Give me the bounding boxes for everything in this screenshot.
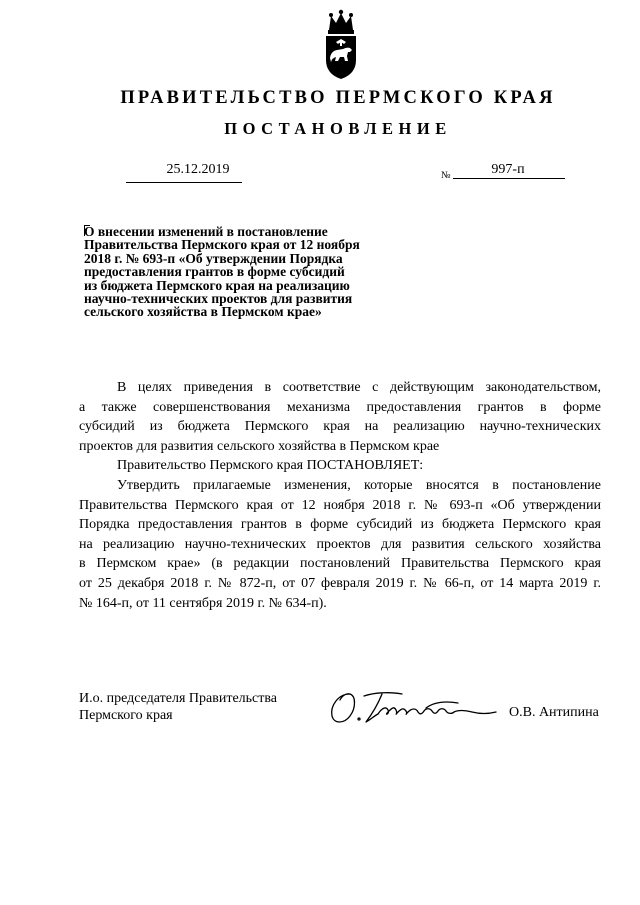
date-underline [126,182,242,183]
signer-position [79,690,277,724]
handwritten-signature [326,686,506,732]
subject-line: из бюджета Пермского края на реализацию [84,277,350,293]
number-sign: № [441,170,451,181]
document-number: 997-п [491,162,525,177]
document-type: ПОСТАНОВЛЕНИЕ [224,119,452,138]
signer-position-line: Пермского края [79,708,173,723]
body-line: Порядка предоставления грантов в форме субсидий из бюджета Пермского края [79,517,601,533]
government-title: ПРАВИТЕЛЬСТВО ПЕРМСКОГО КРАЯ [120,88,556,108]
body-line: от 25 декабря 2018 г. № 872-п, от 07 февраля 2019 г. № 66-п, от 14 марта 2019 г. [79,575,601,591]
signer-name: О.В. Антипина [509,705,599,720]
body-line: Правительства Пермского края от 12 ноября 2018 г. № 693-п «Об утверждении [79,497,601,513]
body-line: в Пермском крае» (в редакции постановлений Правительства Пермского края [79,556,601,572]
subject-line: сельского хозяйства в Пермском крае» [84,304,322,320]
body-line: а также совершенствования механизма предоставления грантов в форме [79,399,601,415]
body-line: проектов для развития сельского хозяйства в Пермском крае [79,438,440,454]
subject-line: Правительства Пермского края от 12 ноября [84,237,360,253]
body-line: В целях приведения в соответствие с действующим законодательством, [117,380,601,395]
body-line: Правительство Пермского края ПОСТАНОВЛЯЕТ: [117,458,424,474]
document-body [79,378,601,613]
signer-position-line: И.о. председателя Правительства [79,691,278,706]
number-underline [453,178,565,179]
coat-of-arms-icon [322,8,360,80]
body-line: субсидий из бюджета Пермского края на реализацию научно-технических [79,419,601,435]
document-subject [84,225,424,319]
subject-line: 2018 г. № 693-п «Об утверждении Порядка [84,250,343,266]
subject-line: предоставления грантов в форме субсидий [84,264,345,280]
body-line: на реализацию научно-технических проектов для развития сельского хозяйства [79,536,601,552]
subject-line: научно-технических проектов для развития [84,291,353,307]
document-date: 25.12.2019 [166,162,230,177]
body-line: Утвердить прилагаемые изменения, которые вносятся в постановление [117,477,601,493]
body-line: № 164-п, от 11 сентября 2019 г. № 634-п). [79,595,327,611]
subject-line: О внесении изменений в постановление [84,224,328,239]
